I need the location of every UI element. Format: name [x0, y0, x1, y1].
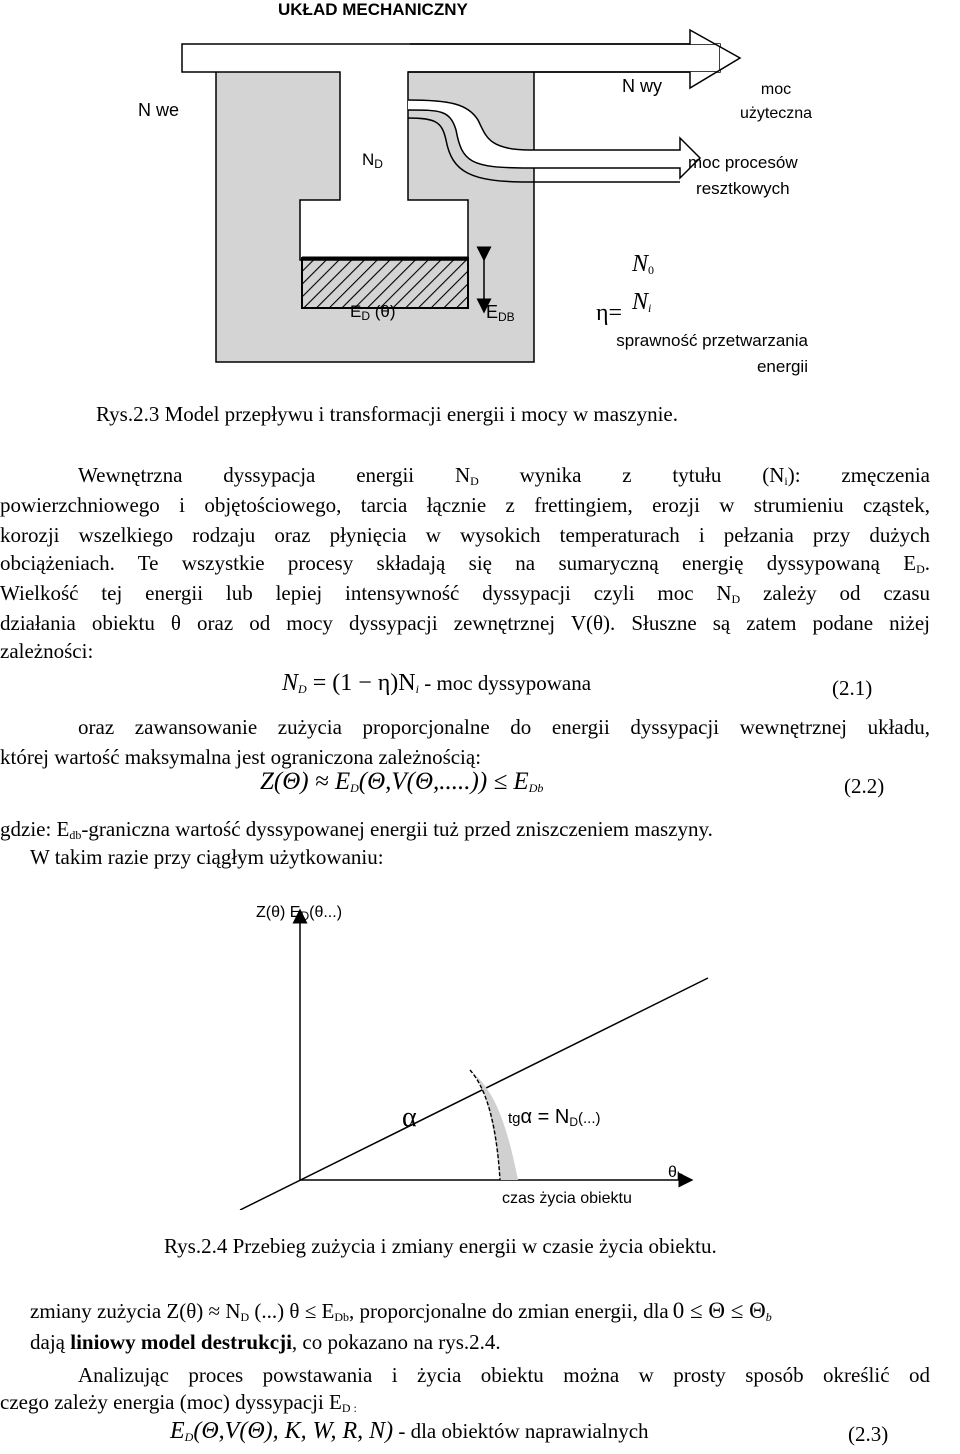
paragraph1-line5: Wielkość tej energii lub lepiej intensywność dyssypacji czyli moc $N_D$ zależy od czasu	[0, 581, 930, 606]
figure1-title: UKŁAD MECHANICZNY	[278, 0, 468, 19]
sprawnosc-label: sprawność przetwarzania energii	[616, 331, 808, 376]
equation-2-1: $N_D = (1 - \eta)N_i$ - moc dyssypowana	[282, 670, 592, 696]
alpha-label: α	[402, 1102, 417, 1133]
paragraph1-line2: powierzchniowego i objętościowego, tarcia łącznie z frettingiem, erozji w strumieniu cząstek,	[0, 493, 930, 517]
paragraph1-line3: korozji wszelkiego rodzaju oraz płynięcia w wysokich temperaturach i pełzania przy dużych	[0, 523, 930, 547]
footer-line1: zmiany zużycia $Z(\theta) \approx N_D$ (...) $\theta \le E_{Db}$, proporcjonalne do zmian energii, dla $0 \le \Theta \le \Theta_b$	[30, 1298, 772, 1324]
edb-label: $E_{DB}$	[486, 302, 515, 324]
tg-alpha-label: $tg\alpha = N_D(...)$	[508, 1106, 601, 1129]
figure1-caption: Rys.2.3 Model przepływu i transformacji energii i mocy w maszynie.	[96, 402, 678, 426]
destruction-line	[240, 978, 708, 1210]
figure2-diagram	[0, 880, 960, 1210]
paragraph2-line1: oraz zawansowanie zużycia proporcjonalne do energii dyssypacji wewnętrznej układu,	[78, 715, 930, 739]
equation-2-3-number: (2.3)	[848, 1422, 889, 1446]
moc-uzyteczna-label: moc użyteczna	[740, 81, 813, 122]
ed-theta-label: $E_D$ (θ)	[350, 302, 396, 323]
footer-line4: czego zależy energia (moc) dyssypacji $E_{D :}$	[0, 1390, 357, 1415]
paragraph3-line1: gdzie: $E_{db}$-graniczna wartość dyssypowanej energii tuż przed zniszczeniem maszyny.	[0, 817, 713, 842]
paragraph1-line6: działania obiektu θ oraz od mocy dyssypacji zewnętrznej V(θ). Słuszne są zatem podane niżej	[0, 611, 930, 635]
equation-2-2-number: (2.2)	[844, 774, 885, 798]
paragraph1-line7: zależności:	[0, 639, 94, 663]
eta-label: η=	[596, 300, 623, 326]
equation-2-1-number: (2.1)	[832, 676, 873, 700]
x-axis-label: czas życia obiektu	[502, 1190, 632, 1207]
figure2-caption: Rys.2.4 Przebieg zużycia i zmiany energii w czasie życia obiektu.	[164, 1234, 717, 1258]
footer-line3: Analizując proces powstawania i życia obiektu można w prosty sposób określić od	[78, 1363, 930, 1387]
y-axis-label: Z(θ) $E_D(\theta...)$	[256, 904, 343, 923]
n-wy-label: N wy	[622, 76, 662, 96]
paragraph1-line1: Wewnętrzna dyssypacja energii $N_D$ wynika z tytułu $(N_i)$: zmęczenia	[78, 463, 930, 488]
equation-2-3: $E_D(\Theta,V(\Theta)$, K, W, R, N) - dla obiektów naprawialnych	[170, 1418, 649, 1444]
nd-label: $N_D$	[362, 150, 383, 171]
efficiency-fraction: $N_0$ $N_i$	[632, 251, 655, 315]
moc-procesow-label: moc procesów resztkowych	[688, 153, 798, 198]
paragraph2-line2: której wartość maksymalna jest ograniczona zależnością:	[0, 745, 482, 769]
footer-line2: dają liniowy model destrukcji, co pokazano na rys.2.4.	[30, 1330, 501, 1354]
theta-b-label: $\theta_b$	[668, 1164, 684, 1183]
n-we-label: N we	[138, 100, 180, 120]
paragraph1-line4: obciążeniach. Te wszystkie procesy składają się na sumaryczną energię dyssypowaną $E_D$.	[0, 551, 930, 576]
paragraph3-line2: W takim razie przy ciągłym użytkowaniu:	[30, 845, 384, 869]
figure1-diagram	[0, 0, 960, 400]
equation-2-2: $Z(\Theta) \approx E_D(\Theta,V(\Theta,.....)) \le E_{Db}$	[260, 768, 544, 795]
hatched-energy-block	[302, 258, 468, 308]
